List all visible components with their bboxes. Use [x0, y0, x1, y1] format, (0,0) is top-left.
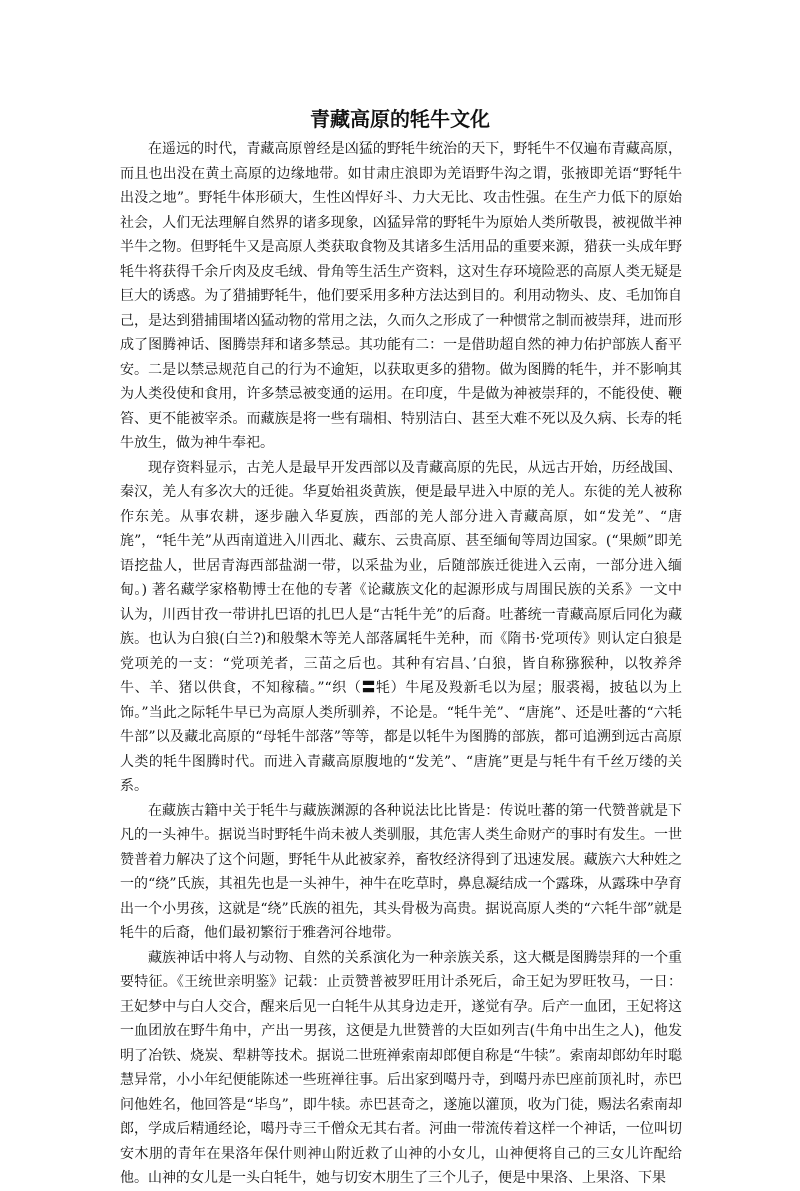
paragraph-3: 在藏族古籍中关于牦牛与藏族渊源的各种说法比比皆是：传说吐蕃的第一代赞普就是下凡的一头神牛。据说当时野牦牛尚未被人类驯服，其危害人类生命财产的事时有发生。一世赞普着力解决了这个问题，野牦牛从此被家养，畜牧经济得到了迅速发展。藏族六大种姓之一的“绕”氏族，其祖先也是一头神牛，神牛在吃草时，鼻息凝结成一个露珠，从露珠中孕育出一个小男孩，这就是“绕”氏族的祖先，其头骨极为高贵。据说高原人类的“六牦牛部”就是牦牛的后裔，他们最初繁衍于雅砻河谷地带。 [120, 802, 682, 941]
paragraph-1: 在遥远的时代，青藏高原曾经是凶猛的野牦牛统治的天下，野牦牛不仅遍布青藏高原，而且也出没在黄土高原的边缘地带。如甘肃庄浪即为羌语野牛沟之谓，张掖即羌语“野牦牛出没之地”。野牦牛体形硕大，生性凶悍好斗、力大无比、攻击性强。在生产力低下的原始社会，人们无法理解自然界的诸多现象，凶猛异常的野牦牛为原始人类所敬畏，被视做半神半牛之物。但野牦牛又是高原人类获取食物及其诸多生活用品的重要来源，猎获一头成年野牦牛将获得千余斤肉及皮毛绒、骨角等生活生产资料，这对生存环境险恶的高原人类无疑是巨大的诱惑。为了猎捕野牦牛，他们要采用多种方法达到目的。利用动物头、皮、毛加饰自己，是达到猎捕围堵凶猛动物的常用之法，久而久之形成了一种惯常之制而被崇拜，进而形成了图腾神话、图腾崇拜和诸多禁忌。其功能有二：一是借助超自然的神力佑护部族人畜平安。二是以禁忌规范自己的行为不逾矩，以获取更多的猎物。做为图腾的牦牛，并不影响其为人类役使和食用，许多禁忌被变通的运用。在印度，牛是做为神被崇拜的，不能役使、鞭笞、更不能被宰杀。而藏族是将一些有瑞相、特别洁白、甚至大难不死以及久病、长寿的牦牛放生，做为神牛奉祀。 [120, 141, 682, 451]
paragraph-2: 现存资料显示，古羌人是最早开发西部以及青藏高原的先民，从远古开始，历经战国、秦汉，羌人有多次大的迁徙。华夏始祖炎黄族，便是最早进入中原的羌人。东徙的羌人被称作东羌。从事农耕，逐步融入华夏族，西部的羌人部分进入青藏高原，如“发羌”、“唐旄”，“牦牛羌”从西南道进入川西北、藏东、云贵高原、甚至缅甸等周边国家。(“果颇”即羌语挖盐人，世居青海西部盐湖一带，以采盐为业，后随部族迁徙进入云南，一部分进入缅甸。) 著名藏学家格勒博士在他的专著《论藏族文化的起源形成与周围民族的关系》一文中认为，川西甘孜一带讲扎巴语的扎巴人是“古牦牛羌”的后裔。吐蕃统一青藏高原后同化为藏族。也认为白狼(白兰?)和般槃木等羌人部落属牦牛羌种，而《隋书·党项传》则认定白狼是党项羌的一支：“党项羌者，三苗之后也。其种有宕昌、’白狼，皆自称猕猴种，以牧养斧牛、羊、猪以供食，不知稼穑。”“织（〓牦）牛尾及羖新毛以为屋；服裘褐，披毡以为上饰。”当此之际牦牛早已为高原人类所驯养，不论是。“牦牛羌”、“唐旄”、还是吐蕃的“六牦牛部”以及藏北高原的“母牦牛部落”等等，都是以牦牛为图腾的部族，都可追溯到远古高原人类的牦牛图腾时代。而进入青藏高原腹地的“发羌”、“唐旄”更是与牦牛有千丝万缕的关系。 [120, 459, 682, 794]
paragraph-4: 藏族神话中将人与动物、自然的关系演化为一种亲族关系，这大概是图腾崇拜的一个重要特征。《王统世亲明鉴》记载：止贡赞普被罗旺用计杀死后，命王妃为罗旺牧马，一日：王妃梦中与白人交合，醒来后见一白牦牛从其身边走开，遂觉有孕。后产一血团，王妃将这一血团放在野牛角中，产出一男孩，这便是九世赞普的大臣如列吉(牛角中出生之人)，他发明了冶铁、烧炭、犁耕等技术。据说二世班禅索南却郎便自称是“牛犊”。索南却郎幼年时聪慧异常，小小年纪便能陈述一些班禅往事。后出家到噶丹寺，到噶丹赤巴座前顶礼时，赤巴问他姓名，他回答是“毕鸟”，即牛犊。赤巴甚奇之，遂施以灌顶，收为门徒，赐法名索南却郎，学成后精通经论，噶丹寺三千僧众无其右者。河曲一带流传着这样一个神话，一位叫切安木朋的青年在果洛年保什则神山附近救了山神的小女儿，山神便将自己的三女儿许配给他。山神的女儿是一头白牦牛，她与切安木朋生了三个儿子，便是中果洛、上果洛、下果 [120, 949, 682, 1186]
document-title: 青藏高原的牦牛文化 [310, 107, 490, 131]
document-body [120, 137, 682, 1191]
